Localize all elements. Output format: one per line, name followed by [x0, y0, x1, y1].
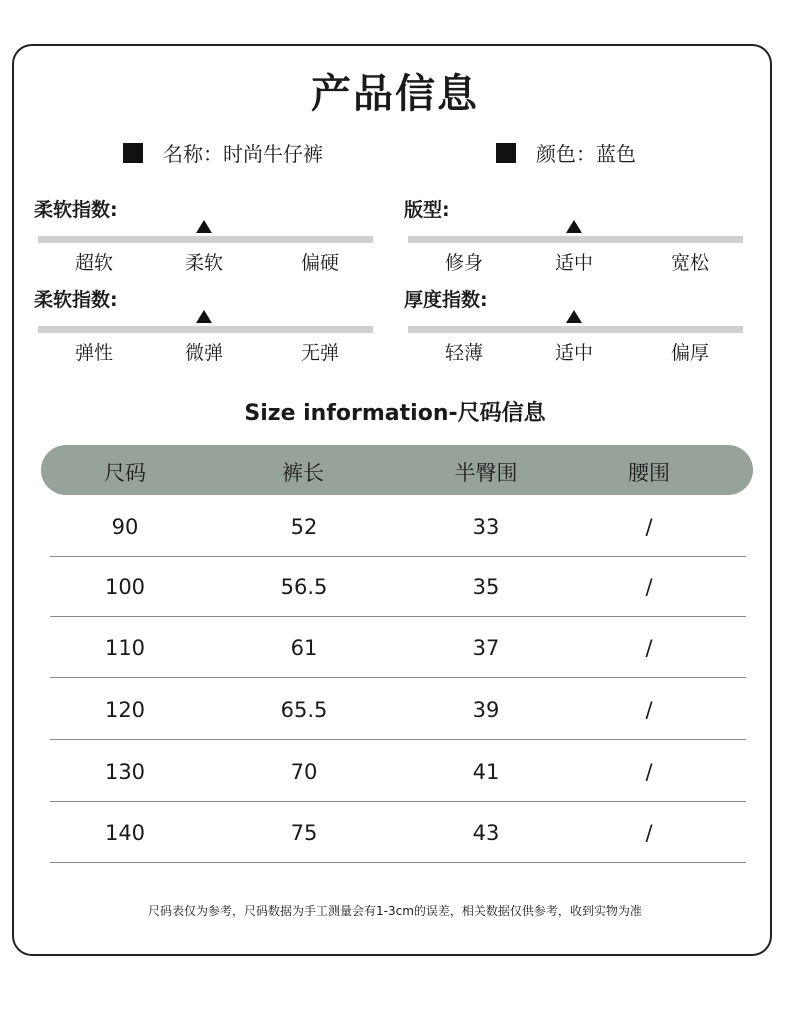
cell-waist: / [645, 636, 653, 660]
cell-hip: 43 [472, 821, 500, 845]
row-divider [50, 862, 746, 863]
scale-option: 超软 [74, 252, 113, 274]
scale-bar [38, 236, 373, 243]
cell-hip: 41 [472, 760, 500, 784]
cell-length: 56.5 [280, 575, 328, 599]
row-divider [50, 739, 746, 740]
scale-bar [408, 326, 743, 333]
table-row [50, 557, 746, 617]
scale-option: 弹性 [74, 342, 113, 364]
column-header-hip: 半臀围 [454, 461, 518, 485]
scale-bar [38, 326, 373, 333]
scale-option: 宽松 [670, 252, 709, 274]
cell-hip: 37 [472, 636, 500, 660]
product-name-text: 名称：时尚牛仔裤 [163, 142, 323, 166]
scale-label: 柔软指数: [34, 199, 118, 221]
page-title: 产品信息 [311, 71, 479, 117]
cell-waist: / [645, 515, 653, 539]
row-divider [50, 677, 746, 678]
table-row [50, 680, 746, 740]
scale-label: 柔软指数: [34, 289, 118, 311]
column-header-waist: 腰围 [628, 461, 670, 485]
scale-option: 修身 [444, 252, 483, 274]
size-table-header [41, 445, 753, 495]
cell-size: 140 [104, 821, 146, 845]
cell-length: 65.5 [280, 698, 328, 722]
indicator-triangle-icon [566, 310, 582, 323]
scale-option: 轻薄 [444, 342, 483, 364]
product-name [123, 138, 323, 167]
cell-hip: 33 [472, 515, 500, 539]
cell-length: 70 [290, 760, 318, 784]
cell-waist: / [645, 698, 653, 722]
square-bullet-icon [496, 143, 516, 163]
product-color-text: 颜色：蓝色 [536, 142, 636, 166]
cell-hip: 35 [472, 575, 500, 599]
scale-label: 版型: [404, 199, 450, 221]
column-header-length: 裤长 [282, 461, 324, 485]
cell-size: 100 [104, 575, 146, 599]
cell-size: 110 [104, 636, 146, 660]
table-row [50, 618, 746, 678]
cell-size: 120 [104, 698, 146, 722]
product-color [496, 138, 636, 167]
table-row [50, 803, 746, 863]
table-row [50, 742, 746, 802]
scale-option: 适中 [554, 342, 593, 364]
cell-waist: / [645, 760, 653, 784]
cell-hip: 39 [472, 698, 500, 722]
indicator-triangle-icon [196, 220, 212, 233]
cell-waist: / [645, 575, 653, 599]
cell-length: 75 [290, 821, 318, 845]
scale-option: 柔软 [184, 252, 223, 274]
scale-label: 厚度指数: [404, 289, 488, 311]
indicator-triangle-icon [566, 220, 582, 233]
cell-size: 90 [111, 515, 139, 539]
scale-option: 偏厚 [670, 342, 709, 364]
scale-option: 微弹 [184, 342, 223, 364]
cell-length: 61 [290, 636, 318, 660]
table-row [50, 497, 746, 557]
cell-waist: / [645, 821, 653, 845]
scale-bar [408, 236, 743, 243]
row-divider [50, 616, 746, 617]
scale-option: 适中 [554, 252, 593, 274]
square-bullet-icon [123, 143, 143, 163]
scale-option: 无弹 [300, 342, 339, 364]
footnote: 尺码表仅为参考，尺码数据为手工测量会有1-3cm的误差，相关数据仅供参考，收到实物为准 [148, 904, 642, 918]
column-header-size: 尺码 [104, 461, 146, 485]
cell-length: 52 [290, 515, 318, 539]
row-divider [50, 801, 746, 802]
scale-option: 偏硬 [300, 252, 339, 274]
cell-size: 130 [104, 760, 146, 784]
size-section-title: Size information-尺码信息 [244, 401, 546, 426]
indicator-triangle-icon [196, 310, 212, 323]
